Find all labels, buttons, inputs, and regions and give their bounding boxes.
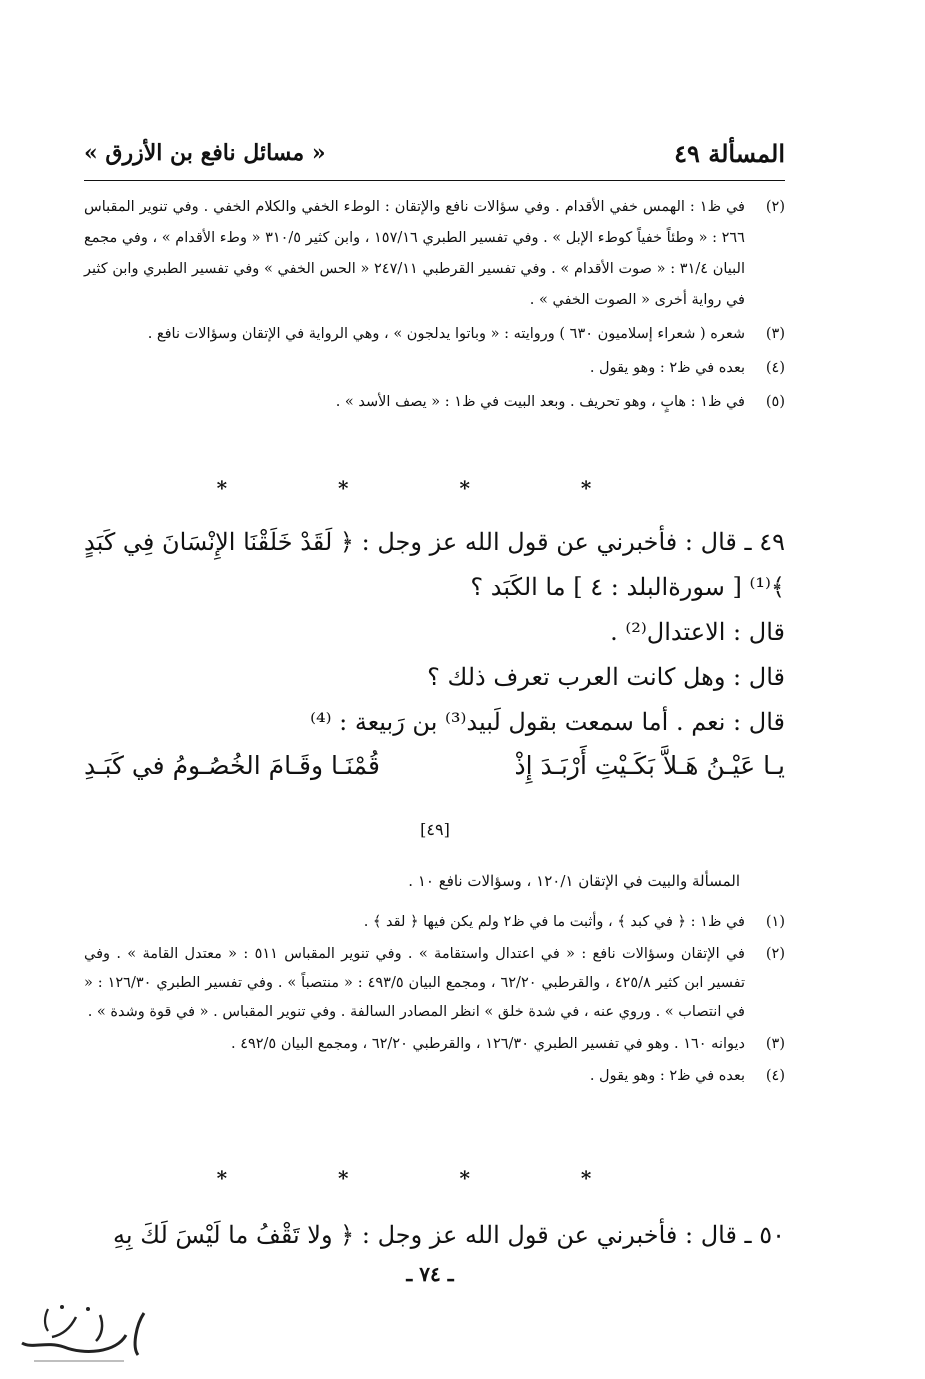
issue-title: المسألة ٤٩: [674, 138, 785, 168]
footnote-number: (٢): [765, 946, 785, 962]
section-number: [٤٩]: [420, 820, 450, 839]
footnote: [84, 353, 785, 384]
footnote: [84, 387, 785, 418]
footnote-number: (٣): [765, 1036, 785, 1052]
footnotes-bottom: [84, 908, 785, 1094]
footnote: [84, 319, 785, 350]
footnote-text: في ظ١ : الهمس خفي الأقدام . وفي سؤالات نافع والإتقان : الوطء الخفي والكلام الخفي . وفي تنوير المقباس ٢٦٦ : « وطئاً خفياً كوطء الإبل » . وفي تفسير الطبري ١٥٧/١٦ ، وابن كثير ٣١٠/٥ « وطء الأقدام » ، وفي مجمع البيان ٣١/٤ : « صوت الأقدام » . وفي تفسير القرطبي ٢٤٧/١١ « الحس الخفي » وفي تفسير الطبري وابن كثير في رواية أخرى « الصوت الخفي » .: [84, 199, 745, 308]
footnote-text: ديوانه ١٦٠ . وهو في تفسير الطبري ١٢٦/٣٠ ، والقرطبي ٦٢/٢٠ ، ومجمع البيان ٤٩٢/٥ .: [230, 1036, 745, 1052]
main-text: [84, 520, 785, 745]
book-title: « مسائل نافع بن الأزرق »: [84, 140, 326, 166]
publisher-logo-icon: [4, 1295, 154, 1370]
footnote-text: في الإتقان وسؤالات نافع : « في اعتدال واستقامة » . وفي تنوير المقباس ٥١١ : « معتدل القامة » . وفي تفسير ابن كثير ٤٢٥/٨ ، والقرطبي ٦٢/٢٠ ، ومجمع البيان ٤٩٣/٥ : « منتصباً » . وفي تفسير الطبري ١٢٦/٣٠ : « في انتصاب » . وروي عنه ، في شدة خلق » انظر المصادر السالفة . وفي تنوير المقباس . « في قوة وشدة » .: [84, 946, 746, 1020]
footnote: [84, 1062, 785, 1091]
page-number: ـ ٧٤ ـ: [406, 1262, 454, 1286]
separator-stars: * * * *: [216, 1166, 644, 1190]
footnote: [84, 908, 785, 937]
footnote: [84, 1030, 785, 1059]
footnote: [84, 940, 785, 1027]
verse-second-hemistich: قُمْنَـا وقَـامَ الخُصُـومُ في كَبَـدِ: [84, 750, 380, 780]
verse-first-hemistich: يـا عَيْـنُ هَـلاَّ بَكَـيْتِ أَرْبَـدَ إِذْ: [514, 750, 785, 780]
footnote-number: (٤): [765, 1068, 785, 1084]
page-header: [84, 130, 785, 176]
follow-up-answer: قال : نعم . أما سمعت بقول لَبيد⁽³⁾ بن رَبيعة : ⁽⁴⁾: [310, 708, 785, 736]
separator-stars: * * * *: [216, 476, 644, 500]
footnote-text: شعره ( شعراء إسلاميون ٦٣٠ ) وروايته : « وباتوا يدلجون » ، وهي الرواية في الإتقان وسؤالات نافع .: [147, 326, 745, 342]
footnote-text: في ظ١ : هابٍ ، وهو تحريف . وبعد البيت في ظ١ : « يصف الأسد » .: [335, 394, 745, 410]
footnote-number: (٢): [765, 199, 785, 215]
section-source: المسألة والبيت في الإتقان ١٢٠/١ ، وسؤالات نافع ١٠ .: [408, 872, 740, 890]
footnote-text: بعده في ظ٢ : وهو يقول .: [589, 360, 745, 376]
answer-49: قال : الاعتدال⁽²⁾ .: [610, 618, 785, 646]
footnote-number: (٣): [765, 326, 785, 342]
footnote-text: في ظ١ : ﴿ في كبد ﴾ ، وأثبت ما في ظ٢ ولم يكن فيها ﴿ لقد ﴾ .: [363, 914, 745, 930]
footnote-number: (٤): [765, 360, 785, 376]
footnotes-top: [84, 192, 785, 421]
footnote-text: بعده في ظ٢ : وهو يقول .: [589, 1068, 745, 1084]
poetry-verse: [84, 742, 785, 788]
footnote-number: (١): [765, 914, 785, 930]
next-question: ٥٠ ـ قال : فأخبرني عن قول الله عز وجل : ﴿ ولا تَقْفُ ما لَيْسَ لَكَ بِهِ: [113, 1221, 785, 1249]
footnote: [84, 192, 785, 316]
footnote-number: (٥): [765, 394, 785, 410]
follow-up-question: قال : وهل كانت العرب تعرف ذلك ؟: [427, 663, 785, 691]
header-rule: [84, 180, 785, 181]
question-49: ٤٩ ـ قال : فأخبرني عن قول الله عز وجل : ﴿ لَقَدْ خَلَقْنَا الإِنْسَانَ فِي كَبَدٍ ﴾⁽¹⁾ [ سورةالبلد : ٤ ] ما الكَبَد ؟: [84, 528, 785, 601]
